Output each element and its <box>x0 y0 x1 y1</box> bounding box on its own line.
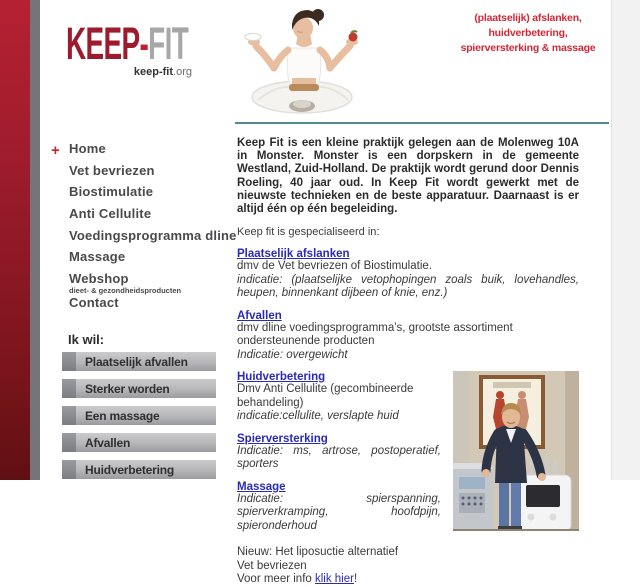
logo-hyphen: - <box>139 18 149 69</box>
specialised-line: Keep fit is gespecialiseerd in: <box>237 226 380 239</box>
button-sterker-worden[interactable] <box>62 379 216 398</box>
button-label: Afvallen <box>76 433 216 452</box>
button-label: Een massage <box>76 406 216 425</box>
tagline-line-2: huidverbetering, <box>488 27 568 39</box>
tagline-line-3: spierversterking & massage <box>460 42 596 54</box>
yoga-woman-image <box>240 4 368 118</box>
section-line: dmv dline voedingsprogramma's, grootste assortiment ondersteunende producten <box>237 321 513 348</box>
site-domain <box>66 66 192 78</box>
button-label: Plaatselijk afvallen <box>76 352 216 371</box>
section-indication: indicatie: (plaatselijke vetophopingen zoals buik, lovehandles, heupen, binnenkant dijbeen of knie, enz.) <box>237 273 579 300</box>
ik-wil-button-group <box>62 352 216 487</box>
button-accent-square <box>62 352 76 371</box>
button-accent-square <box>62 433 76 452</box>
more-info-prefix: Voor meer info <box>237 573 315 586</box>
nav-item-anti-cellulite[interactable]: Anti Cellulite <box>69 206 152 222</box>
news-line-2: Vet bevriezen <box>237 559 307 572</box>
nav-item-webshop-label: Webshop <box>69 271 129 287</box>
sidebar-nav <box>69 142 237 318</box>
section-indication: Indicatie: ms, artrose, postoperatief, sporters <box>237 444 441 471</box>
nav-item-biostimulatie[interactable]: Biostimulatie <box>69 184 154 200</box>
button-accent-square <box>62 379 76 398</box>
tagline-line-1: (plaatselijk) afslanken, <box>474 12 582 24</box>
section-afvallen <box>237 310 579 363</box>
button-plaatselijk-afvallen[interactable] <box>62 352 216 371</box>
section-line: dmv de Vet bevriezen of Biostimulatie. <box>237 260 432 273</box>
active-item-plus-marker: + <box>51 142 60 159</box>
left-red-stripe <box>0 0 30 480</box>
section-indication: indicatie:cellulite, verslapte huid <box>237 410 399 423</box>
section-line: Dmv Anti Cellulite (gecombineerde behandeling) <box>237 383 414 409</box>
section-indication: Indicatie: overgewicht <box>237 348 348 361</box>
button-een-massage[interactable] <box>62 406 216 425</box>
link-massage[interactable]: Massage <box>237 480 286 493</box>
main-content <box>237 135 579 587</box>
ik-wil-heading: Ik wil: <box>68 332 105 347</box>
site-logo[interactable] <box>66 18 189 69</box>
domain-name: keep-fit <box>133 66 174 78</box>
link-plaatselijk-afslanken[interactable]: Plaatselijk afslanken <box>237 248 350 261</box>
right-page-gutter <box>611 0 640 480</box>
news-block <box>237 546 579 587</box>
button-afvallen[interactable] <box>62 433 216 452</box>
button-accent-square <box>62 406 76 425</box>
section-indication: Indicatie: spierspanning, spierverkramping, hoofdpijn, spieronderhoud <box>237 492 441 532</box>
header-tagline <box>448 11 608 56</box>
left-gray-stripe <box>30 0 40 480</box>
link-afvallen[interactable]: Afvallen <box>237 309 282 322</box>
link-spierversterking[interactable]: Spierversterking <box>237 432 328 445</box>
klik-hier-link[interactable]: klik hier <box>314 573 354 586</box>
intro-paragraph: Keep Fit is een kleine praktijk gelegen aan de Molenweg 10A in Monster. Monster is een dorpskern in de gemeente Westland, Zuid-Holland. De praktijk wordt gerund door Dennis Roeling, 40 jaar oud. In Keep Fit wordt gewerkt met de nieuwste technieken en de beste apparatuur. Daarnaast is er altijd één op één begeleiding. <box>237 137 579 216</box>
section-plaatselijk-afslanken <box>237 248 579 301</box>
nav-item-vet-bevriezen[interactable]: Vet bevriezen <box>69 162 155 178</box>
more-info-suffix: ! <box>353 573 358 586</box>
news-line-1: Nieuw: Het liposuctie alternatief <box>237 546 399 559</box>
nav-item-massage[interactable]: Massage <box>69 249 126 265</box>
practice-photo <box>453 371 579 531</box>
news-line-3 <box>237 573 579 587</box>
button-label: Huidverbetering <box>76 460 216 479</box>
logo-keep-text: KEEP <box>66 18 140 69</box>
nav-item-home[interactable]: Home <box>69 141 106 156</box>
teal-divider-line <box>235 122 609 124</box>
nav-item-webshop[interactable] <box>69 272 237 295</box>
nav-item-contact[interactable]: Contact <box>69 295 119 311</box>
button-accent-square <box>62 460 76 479</box>
domain-suffix: .org <box>173 66 192 78</box>
link-huidverbetering[interactable]: Huidverbetering <box>237 371 326 384</box>
button-label: Sterker worden <box>76 379 216 398</box>
button-huidverbetering[interactable] <box>62 460 216 479</box>
logo-fit-text: FIT <box>148 18 189 69</box>
nav-item-voedingsprogramma[interactable]: Voedingsprogramma dline <box>69 227 237 243</box>
nav-item-webshop-sublabel: dieet- & gezondheidsproducten <box>69 286 182 296</box>
